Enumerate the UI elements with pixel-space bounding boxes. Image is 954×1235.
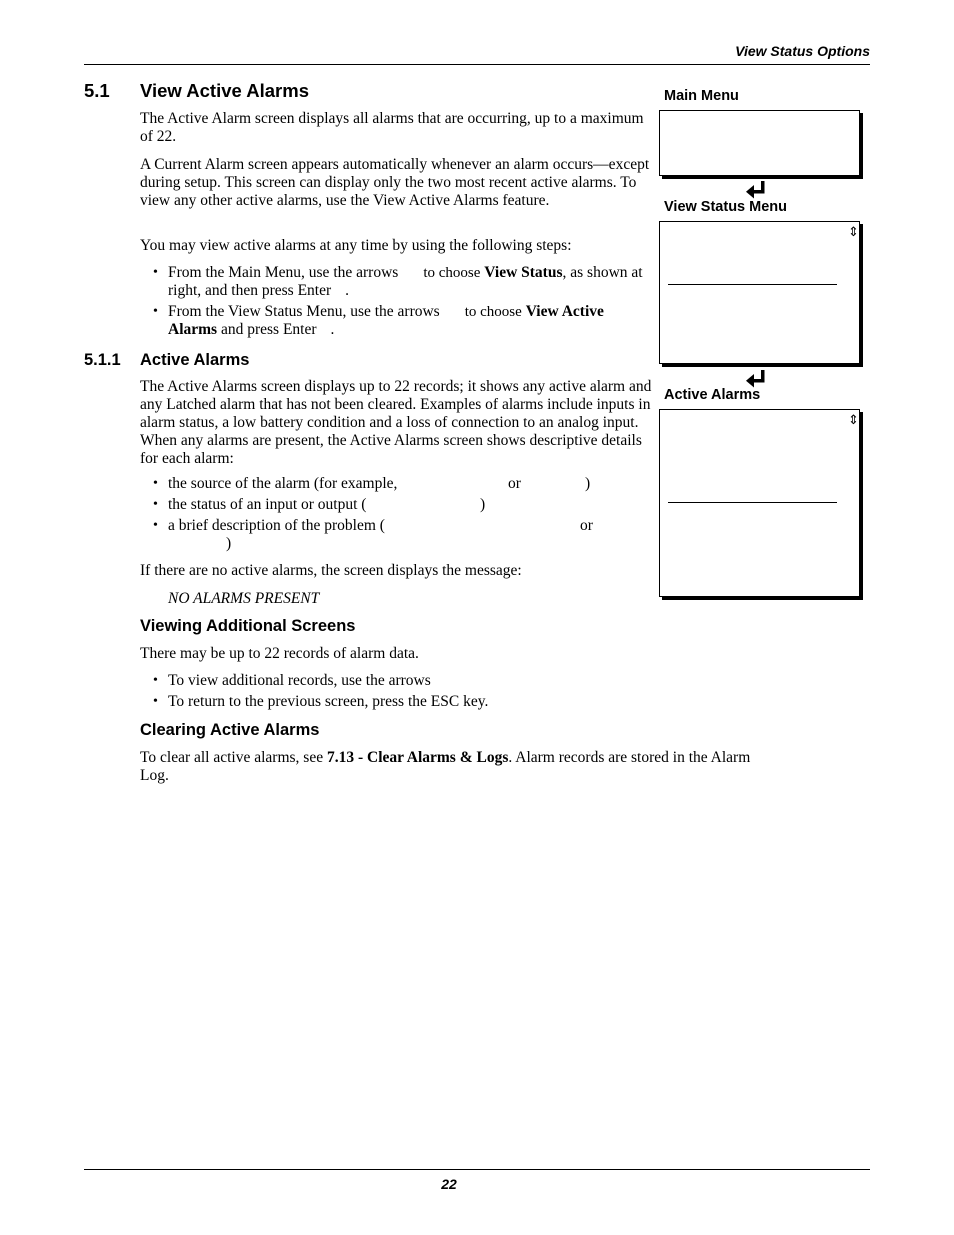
section-paragraph-3: You may view active alarms at any time by using the following steps:	[140, 237, 572, 254]
clearing-heading: Clearing Active Alarms	[140, 721, 320, 739]
enter-arrow-icon	[745, 369, 767, 389]
screen-divider	[668, 284, 837, 285]
clearing-text-before: To clear all active alarms, see	[140, 749, 324, 766]
view-status-menu-label: View Status Menu	[664, 199, 788, 215]
detail-bullet-1-close: )	[585, 475, 591, 492]
subsection-number: 5.1.1	[84, 351, 121, 369]
detail-bullet-1-or: or	[508, 475, 521, 492]
screen-divider	[668, 502, 837, 503]
detail-bullet-2-text: the status of an input or output (	[168, 496, 367, 513]
detail-bullet-3	[168, 517, 654, 552]
clear-alarms-logs-reference[interactable]: 7.13 - Clear Alarms & Logs	[326, 749, 509, 766]
step-2	[168, 303, 654, 339]
active-alarms-label: Active Alarms	[664, 387, 761, 403]
main-menu-screen	[659, 110, 860, 176]
page-number: 22	[441, 1176, 457, 1192]
viewing-heading: Viewing Additional Screens	[140, 617, 356, 635]
step-2-bold: View Active Alarms	[168, 303, 604, 338]
detail-bullet-3-text: a brief description of the problem (	[168, 517, 385, 534]
active-alarms-screen	[659, 409, 860, 597]
subsection-paragraph-1: The Active Alarms screen displays up to 22 records; it shows any active alarm and any Latched alarm that has not been cleared. Examples of alarms include inputs in alarm status, a low battery condition and a loss of connection to an analog input. When any alarms are present, the Active Alarms screen shows descriptive details for each alarm:	[140, 378, 652, 467]
detail-bullet-3-or: or	[580, 517, 593, 534]
no-alarms-message: NO ALARMS PRESENT	[168, 590, 320, 607]
step-2-before: From the View Status Menu, use the arrows	[168, 303, 440, 320]
up-down-arrow-icon: ⇕	[848, 224, 859, 239]
bullet-marker: •	[153, 265, 158, 280]
clearing-text-line2: Log.	[140, 767, 169, 784]
enter-arrow-icon	[745, 180, 767, 200]
subsection-title: Active Alarms	[140, 351, 250, 369]
clearing-text-after: . Alarm records are stored in the Alarm	[508, 749, 751, 766]
detail-bullet-2	[168, 496, 654, 514]
step-1-end: .	[345, 282, 350, 299]
bullet-marker: •	[153, 694, 158, 709]
step-1-bold: View Status	[484, 264, 563, 281]
step-2-end: .	[330, 321, 335, 338]
bullet-marker: •	[153, 304, 158, 319]
viewing-paragraph: There may be up to 22 records of alarm data.	[140, 645, 419, 662]
detail-bullet-3-close: )	[226, 535, 232, 552]
bullet-marker: •	[153, 673, 158, 688]
subsection-paragraph-2: If there are no active alarms, the screen displays the message:	[140, 562, 522, 579]
bullet-marker: •	[153, 497, 158, 512]
section-paragraph-2: A Current Alarm screen appears automatically whenever an alarm occurs—except during setup. This screen can display only the two most recent active alarms. To view any other active alarms, use the View Active Alarms feature.	[140, 156, 650, 209]
running-header: View Status Options	[735, 43, 870, 59]
section-paragraph-1: The Active Alarm screen displays all alarms that are occurring, up to a maximum of 22.	[140, 110, 644, 145]
detail-bullet-2-close: )	[480, 496, 486, 513]
step-2-after: and press Enter	[220, 321, 317, 338]
step-2-middle: to choose	[464, 304, 522, 320]
detail-bullet-1	[168, 475, 654, 493]
up-down-arrow-icon: ⇕	[848, 412, 859, 427]
viewing-bullet-2: To return to the previous screen, press the ESC key.	[168, 693, 489, 710]
detail-bullet-1-text: the source of the alarm (for example,	[168, 475, 398, 492]
clearing-paragraph	[140, 749, 870, 785]
section-number: 5.1	[84, 80, 110, 101]
header-rule	[84, 64, 870, 65]
footer-rule	[84, 1169, 870, 1170]
bullet-marker: •	[153, 476, 158, 491]
view-status-menu-screen	[659, 221, 860, 364]
main-menu-label: Main Menu	[664, 88, 739, 104]
step-1-middle: to choose	[423, 265, 481, 281]
viewing-bullet-1: To view additional records, use the arrows	[168, 672, 431, 689]
section-title: View Active Alarms	[140, 80, 309, 101]
step-1-after: , as shown at right, and then press Enter	[168, 264, 643, 299]
bullet-marker: •	[153, 518, 158, 533]
step-1-before: From the Main Menu, use the arrows	[168, 264, 399, 281]
step-1	[168, 264, 654, 300]
